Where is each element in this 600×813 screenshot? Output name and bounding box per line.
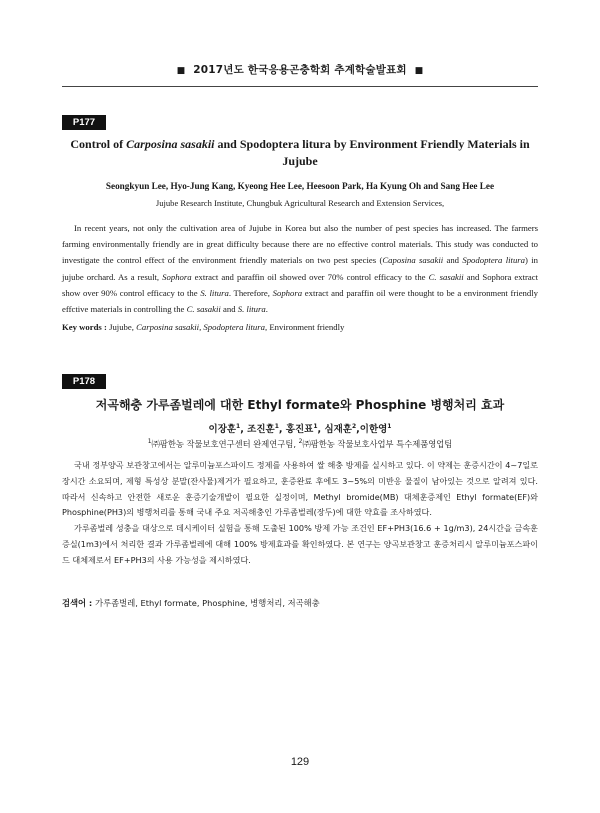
header-square-left: ■ [176, 66, 186, 76]
header-square-right: ■ [414, 66, 424, 76]
p177-title-part2: and Spodoptera litura by Environment Friendly Materials in Jujube [214, 137, 530, 168]
p177-keywords: Key words : Jujube, Carposina sasakii, Spodoptera litura, Environment friendly [62, 322, 345, 332]
p178-paragraph-2: 가루좀벌레 성충을 대상으로 데시케이터 실험을 통해 도출된 100% 방제 가능 조건인 EF+PH3(16.6 + 1g/m3), 24시간을 금속훈증실(1m3)에서 처리한 결과 가루좀벌레에 대해 100% 방제효과를 확인하였다. 본 연구는 양곡보관창고 훈증처리시 알루미늄포스파이드 대체제로서 EF+PH3의 사용 가능성을 제시하였다. [62, 523, 538, 565]
page-number: 129 [290, 756, 310, 768]
p178-paragraph-1: 국내 정부양곡 보관창고에서는 알루미늄포스파이드 정제를 사용하여 쌀 해충 방제를 실시하고 있다. 이 약제는 훈증시간이 4~7일로 장시간 소요되며, 제형 특성상 분말(잔사물)제거가 필요하고, 훈증완료 후에도 3~5%의 미반응 물질이 남아있는 것으로 알려져 있다. 따라서 신속하고 안전한 새로운 훈증기술개발이 필요한 실정이며, Methyl bromide(MB) 대체훈증제인 Ethyl formate(EF)와 Phosphine(PH3)의 병행처리를 통해 국내 주요 저곡해충인 가루좀벌레(장두)에 대한 약효를 조사하였다. [62, 460, 538, 518]
p178-authors: 이장훈$^1$, 조진훈$^1$, 홍진표$^1$, 심재훈$^2$,이한영$^1$ [208, 422, 392, 435]
p178-keywords-label: 검색어 : [62, 598, 96, 608]
p177-keywords-label: Key words : [62, 322, 110, 332]
p177-title-part1: Control of [70, 137, 127, 151]
p178-keywords: 검색어 : 가루좀벌레, Ethyl formate, Phosphine, 병행처리, 저곡해충 [62, 598, 320, 608]
p177-abstract: In recent years, not only the cultivation area of Jujube in Korea but also the number of pest species has increased. The farmers farming environmentally friendly are in great difficulty because there are no effective control materials. This study was conducted to investigate the control effect of the environment friendly materials on two pest species (Caposina sasakii and Spodoptera litura) in jujube orchard. As a result, Sophora extract and paraffin oil showed over 70% control efficacy to the C. sasakii and Sophora extract show over 90% control efficacy to the S. litura. Therefore, Sophora extract and paraffin oil were thought to be a environment friendly effctive materials in controlling the C. sasakii and S. litura. [62, 223, 539, 315]
abstract-tag-p178: P178 [62, 374, 106, 389]
running-header [0, 62, 600, 77]
p177-authors: Seongkyun Lee, Hyo-Jung Kang, Kyeong Hee Lee, Heesoon Park, Ha Kyung Oh and Sang Hee Lee [105, 181, 495, 191]
abstract-tag-p177: P177 [62, 115, 106, 130]
p177-affiliation: Jujube Research Institute, Chungbuk Agricultural Research and Extension Services, [155, 198, 445, 208]
header-text: 2017년도 한국응용곤충학회 추계학술발표회 [193, 64, 407, 76]
header-rule [62, 86, 538, 87]
p178-title: 저곡해충 가루좀벌레에 대한 Ethyl formate와 Phosphine 병행처리 효과 [95, 398, 505, 412]
p178-abstract [62, 458, 538, 569]
p177-title-italic: Carposina sasakii [126, 137, 215, 151]
p178-affiliation: $^1$㈜팜한농 작물보호연구센터 완제연구팀, $^2$㈜팜한농 작물보호사업부 특수제품영업팀 [147, 438, 453, 449]
p177-title [62, 136, 538, 170]
